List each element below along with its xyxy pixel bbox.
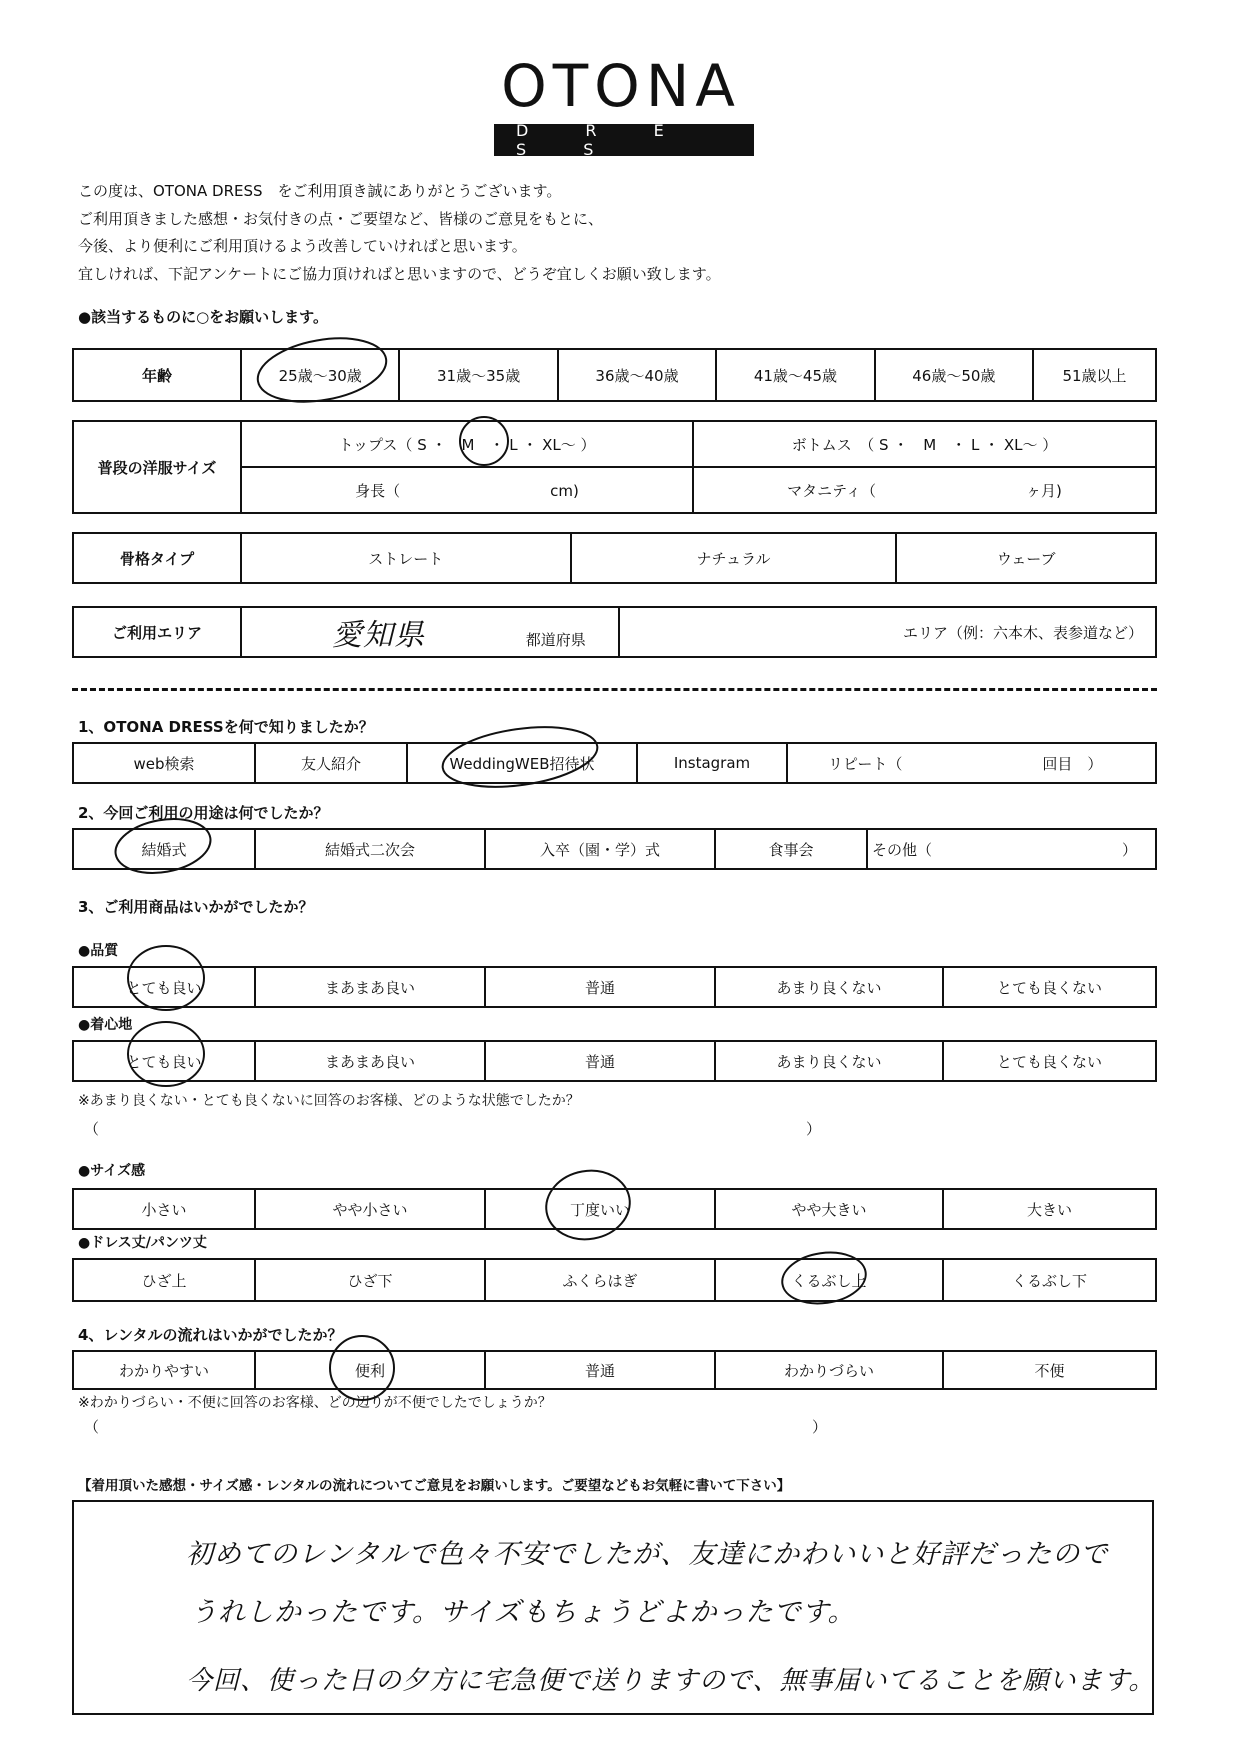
- length-option[interactable]: ひざ下: [255, 1259, 485, 1301]
- q1-option[interactable]: Instagram: [637, 743, 787, 783]
- fit-option[interactable]: やや小さい: [255, 1189, 485, 1229]
- maternity-label: マタニティ（: [787, 481, 876, 500]
- q1-option[interactable]: 友人紹介: [255, 743, 407, 783]
- q3-title: 3、ご利用商品はいかがでしたか？: [78, 898, 314, 916]
- length-option[interactable]: ひざ上: [73, 1259, 255, 1301]
- intro-line: ご利用頂きました感想・お気付きの点・ご要望など、皆様のご意見をもとに、: [78, 209, 604, 228]
- q4-option[interactable]: わかりづらい: [715, 1351, 943, 1389]
- age-option[interactable]: 46歳〜50歳: [875, 349, 1033, 401]
- fit-label: ●サイズ感: [78, 1163, 146, 1179]
- frame-option[interactable]: ウェーブ: [896, 533, 1156, 583]
- other-label: その他（: [872, 840, 933, 859]
- quality-option[interactable]: とても良くない: [943, 967, 1156, 1007]
- circle-mark: [128, 946, 204, 1010]
- length-option[interactable]: ふくらはぎ: [485, 1259, 715, 1301]
- comment-line: 今回、使った日の夕方に宅急便で送りますので、無事届いてることを願います。: [186, 1666, 1156, 1696]
- age-option[interactable]: 31歳〜35歳: [399, 349, 557, 401]
- q4-paren-open: （: [84, 1418, 100, 1436]
- q4-paren-close: ）: [812, 1418, 828, 1436]
- brand-logo: OTONA: [501, 52, 741, 120]
- quality-option[interactable]: 普通: [485, 967, 715, 1007]
- q3-followup: ※あまり良くない・とても良くないに回答のお客様、どのような状態でしたか？: [78, 1093, 580, 1109]
- intro-line: 今後、より便利にご利用頂けるよう改善していければと思います。: [78, 237, 527, 255]
- circle-mark: [541, 1164, 636, 1246]
- tops-size-field[interactable]: トップス（ S ・ M ・ L ・ XL〜 ）: [241, 421, 693, 467]
- comfort-option[interactable]: あまり良くない: [715, 1041, 943, 1081]
- intro-line: この度は、OTONA DRESS をご利用頂き誠にありがとうございます。: [78, 182, 562, 200]
- intro-line: 宜しければ、下記アンケートにご協力頂ければと思いますので、どうぞ宜しくお願い致します。: [78, 264, 721, 283]
- quality-option[interactable]: あまり良くない: [715, 967, 943, 1007]
- q2-option[interactable]: 入卒（園・学）式: [485, 829, 715, 869]
- length-label: ●ドレス丈/パンツ丈: [78, 1235, 207, 1251]
- circle-mark: [128, 1022, 204, 1086]
- circle-mark: [330, 1336, 394, 1400]
- size-label: 普段の洋服サイズ: [73, 421, 241, 513]
- quality-option[interactable]: とても良い: [73, 967, 255, 1007]
- q2-option[interactable]: 食事会: [715, 829, 867, 869]
- comfort-option[interactable]: まあまあ良い: [255, 1041, 485, 1081]
- q4-title: 4、レンタルの流れはいかがでしたか？: [78, 1326, 343, 1344]
- frame-option[interactable]: ナチュラル: [571, 533, 897, 583]
- instruction-label: ●該当するものに○をお願いします。: [78, 308, 328, 326]
- frame-option[interactable]: ストレート: [241, 533, 571, 583]
- maternity-unit: ヶ月): [1025, 481, 1062, 500]
- comfort-option[interactable]: とても良くない: [943, 1041, 1156, 1081]
- repeat-label: リピート（: [828, 754, 903, 773]
- q1-option[interactable]: web検索: [73, 743, 255, 783]
- q4-option[interactable]: 普通: [485, 1351, 715, 1389]
- age-option[interactable]: 41歳〜45歳: [716, 349, 874, 401]
- length-option[interactable]: くるぶし下: [943, 1259, 1156, 1301]
- q3-paren-open: （: [84, 1120, 100, 1138]
- fit-option[interactable]: 小さい: [73, 1189, 255, 1229]
- circle-mark: [779, 1247, 869, 1308]
- repeat-unit: 回目 ）: [1042, 754, 1103, 773]
- comfort-label: ●着心地: [78, 1017, 133, 1033]
- q1-option[interactable]: WeddingWEB招待状: [407, 743, 637, 783]
- circle-mark: [253, 329, 391, 411]
- circle-mark: [439, 718, 601, 795]
- q2-option[interactable]: 結婚式: [73, 829, 255, 869]
- fit-option[interactable]: 大きい: [943, 1189, 1156, 1229]
- quality-label: ●品質: [78, 943, 119, 959]
- circle-mark: [460, 417, 508, 465]
- q4-option[interactable]: わかりやすい: [73, 1351, 255, 1389]
- quality-option[interactable]: まあまあ良い: [255, 967, 485, 1007]
- comment-line: 初めてのレンタルで色々不安でしたが、友達にかわいいと好評だったので: [186, 1539, 1109, 1570]
- bottoms-size-field[interactable]: ボトムス （ S ・ M ・ L ・ XL〜 ）: [693, 421, 1156, 467]
- height-unit: cm): [550, 481, 579, 500]
- q4-option[interactable]: 不便: [943, 1351, 1156, 1389]
- comfort-option[interactable]: とても良い: [73, 1041, 255, 1081]
- fit-option[interactable]: 丁度いい: [485, 1189, 715, 1229]
- area-label: ご利用エリア: [73, 607, 241, 657]
- brand-sub-bar: D R E S S: [494, 124, 754, 156]
- area-hint-field[interactable]: エリア（例：六本木、表参道など）: [619, 607, 1156, 657]
- q4-option[interactable]: 便利: [255, 1351, 485, 1389]
- prefecture-value: 愛知県: [332, 618, 425, 653]
- comments-heading: 【着用頂いた感想・サイズ感・レンタルの流れについてご意見をお願いします。ご要望などもお気軽に書いて下さい】: [78, 1478, 791, 1494]
- comfort-option[interactable]: 普通: [485, 1041, 715, 1081]
- age-option[interactable]: 51歳以上: [1033, 349, 1156, 401]
- fit-option[interactable]: やや大きい: [715, 1189, 943, 1229]
- age-label: 年齢: [73, 349, 241, 401]
- height-label: 身長（: [355, 481, 401, 500]
- q4-followup: ※わかりづらい・不便に回答のお客様、どの辺りが不便でしたでしょうか？: [78, 1395, 552, 1411]
- q1-title: 1、OTONA DRESSを何で知りましたか？: [78, 718, 374, 736]
- prefecture-label: 都道府県: [525, 631, 586, 649]
- age-option[interactable]: 36歳〜40歳: [558, 349, 716, 401]
- q2-title: 2、今回ご利用の用途は何でしたか？: [78, 804, 329, 822]
- comment-line: うれしかったです。サイズもちょうどよかったです。: [190, 1597, 856, 1628]
- age-option[interactable]: 25歳〜30歳: [241, 349, 399, 401]
- frame-label: 骨格タイプ: [73, 533, 241, 583]
- length-option[interactable]: くるぶし上: [715, 1259, 943, 1301]
- other-close: ）: [1122, 840, 1138, 859]
- q2-option[interactable]: 結婚式二次会: [255, 829, 485, 869]
- circle-mark: [111, 812, 215, 880]
- q3-paren-close: ）: [806, 1120, 822, 1138]
